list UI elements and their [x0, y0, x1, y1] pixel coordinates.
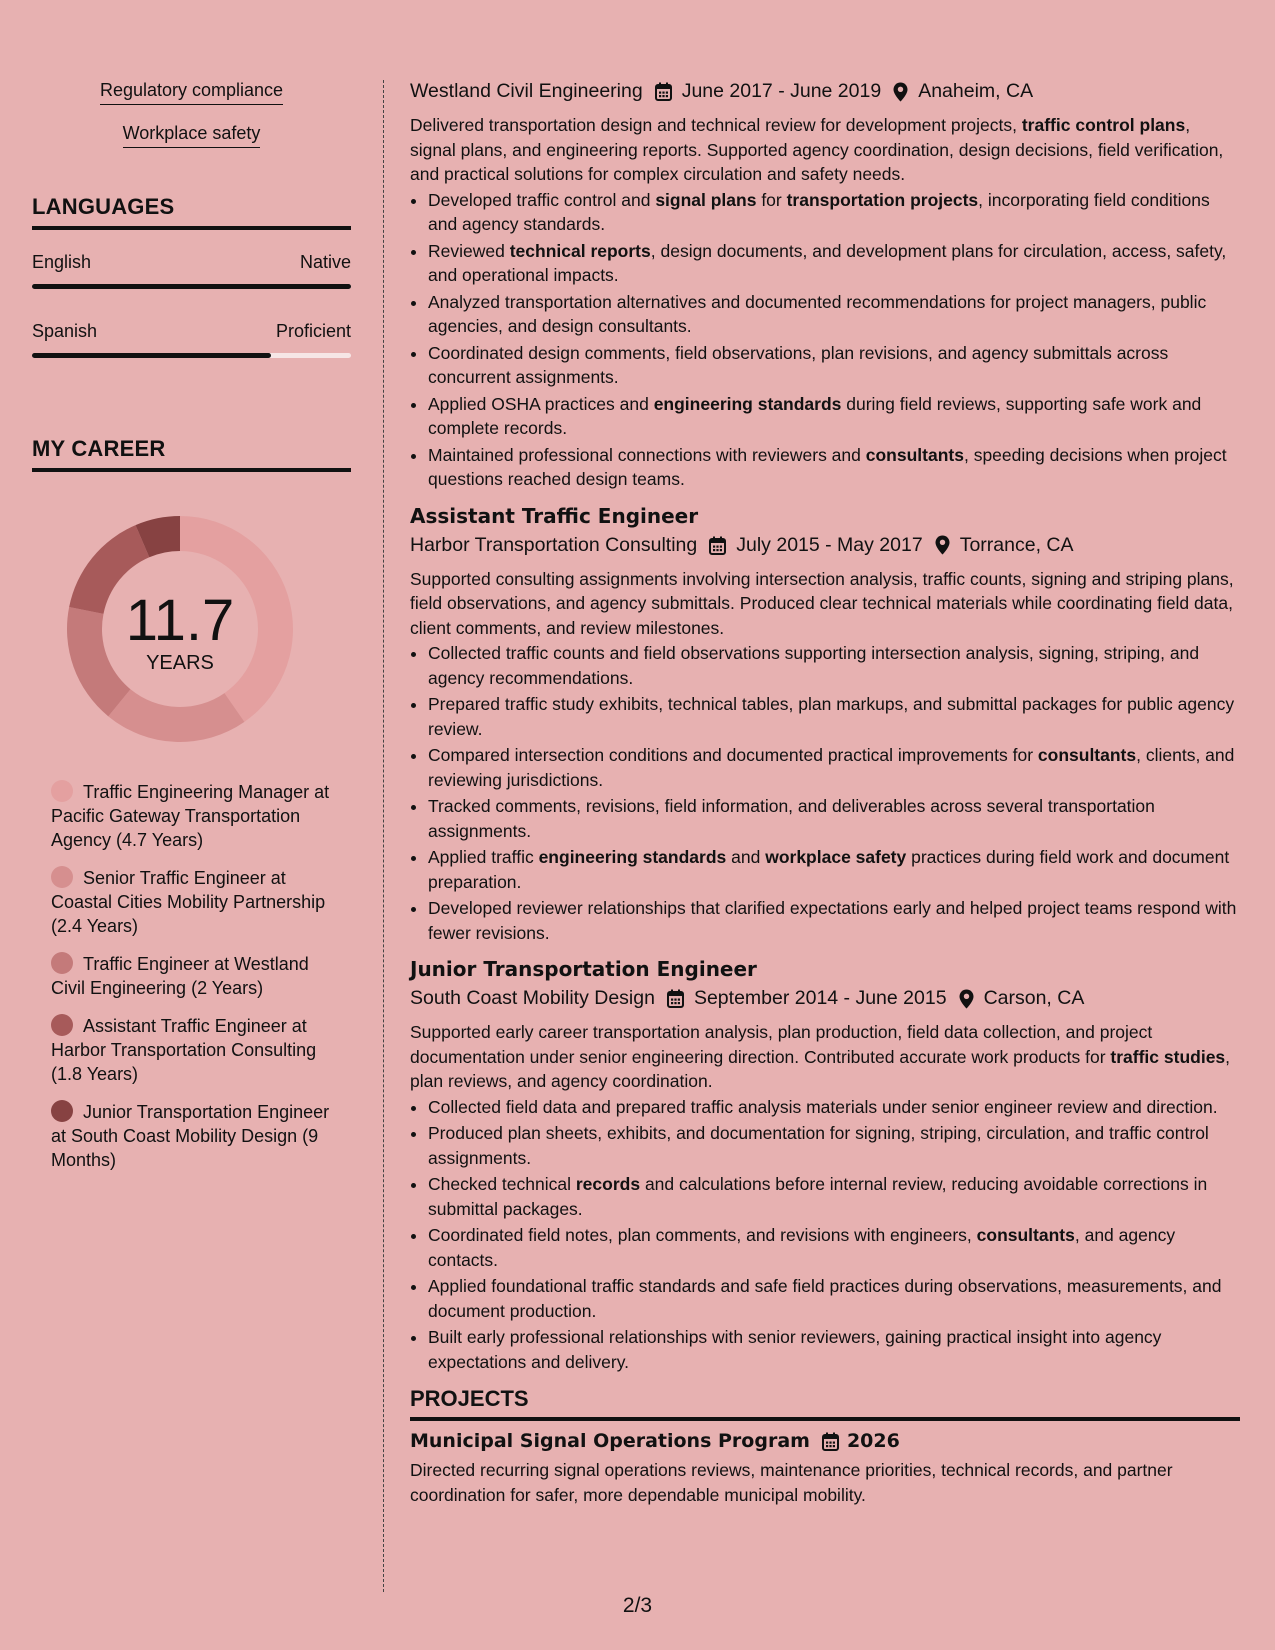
projects-section	[410, 1386, 1240, 1507]
job-dates: September 2014 - June 2015	[693, 987, 947, 1009]
column-divider	[383, 80, 384, 1592]
career-heading: MY CAREER	[32, 436, 351, 472]
career-legend-item	[51, 866, 331, 938]
career-legend-item	[51, 952, 331, 1000]
job-bullet: • Developed traffic control and signal plans for transportation projects, incorporating field conditions and agency standards.	[428, 188, 1240, 237]
language-item	[32, 321, 351, 358]
career-legend-label: Traffic Engineering Manager at Pacific Gateway Transportation Agency (4.7 Years)	[51, 782, 330, 850]
career-legend-label: Junior Transportation Engineer at South Coast Mobility Design (9 Months)	[51, 1102, 330, 1170]
job-company: South Coast Mobility Design	[410, 987, 655, 1009]
job-entry	[410, 957, 1240, 1374]
job-bullet: • Applied foundational traffic standards and safe field practices during observations, measurements, and document production.	[428, 1274, 1240, 1323]
languages-heading: LANGUAGES	[32, 194, 351, 230]
language-proficiency-fill	[32, 353, 271, 358]
projects-heading: PROJECTS	[410, 1386, 1240, 1421]
calendar-icon	[655, 82, 672, 101]
job-company: Harbor Transportation Consulting	[410, 533, 698, 556]
language-name: English	[32, 252, 92, 272]
experience-list	[410, 80, 1240, 1374]
job-bullet: • Analyzed transportation alternatives and documented recommendations for project managers, public agencies, and design consultants.	[428, 290, 1240, 339]
job-bullet: • Tracked comments, revisions, field information, and deliverables across several transportation assignments.	[428, 794, 1240, 843]
language-item	[32, 252, 351, 289]
sidebar	[32, 80, 351, 1186]
project-year: 2026	[846, 1430, 900, 1452]
job-bullet: • Reviewed technical reports, design documents, and development plans for circulation, access, safety, and operational impacts.	[428, 239, 1240, 288]
job-meta	[410, 534, 1240, 557]
language-name: Spanish	[32, 321, 98, 341]
job-bullet: • Produced plan sheets, exhibits, and documentation for signing, striping, circulation, and traffic control assignments.	[428, 1121, 1240, 1170]
job-location: Anaheim, CA	[918, 80, 1034, 102]
calendar-icon	[822, 1432, 839, 1451]
career-legend-label: Traffic Engineer at Westland Civil Engineering (2 Years)	[51, 954, 309, 998]
job-meta	[410, 80, 1240, 103]
career-total-years: 11.7	[125, 588, 235, 653]
career-legend-item	[51, 1014, 331, 1086]
job-dates: June 2017 - June 2019	[681, 80, 882, 102]
skill-tag: Regulatory compliance	[100, 80, 283, 105]
career-donut-chart	[65, 514, 295, 744]
job-title: Junior Transportation Engineer	[410, 957, 757, 981]
career-legend-label: Senior Traffic Engineer at Coastal Cities Mobility Partnership (2.4 Years)	[51, 868, 326, 936]
job-summary: Delivered transportation design and technical review for development projects, traffic control plans, signal plans, and engineering reports. Supported agency coordination, design decisions, field verification, and practical solutions for complex circulation and safety needs.	[410, 115, 1224, 184]
skills-list	[32, 80, 351, 166]
project-title: Municipal Signal Operations Program	[410, 1430, 810, 1452]
legend-dot	[51, 1014, 73, 1036]
career-legend-item	[51, 1100, 331, 1172]
location-pin-icon	[935, 535, 950, 555]
legend-dot	[51, 780, 73, 802]
job-bullet: • Compared intersection conditions and documented practical improvements for consultants, clients, and reviewing jurisdictions.	[428, 743, 1240, 792]
job-bullets	[410, 641, 1240, 945]
career-total	[65, 514, 295, 744]
job-location: Torrance, CA	[959, 533, 1074, 556]
legend-dot	[51, 866, 73, 888]
legend-dot	[51, 1100, 73, 1122]
legend-dot	[51, 952, 73, 974]
job-bullet: • Prepared traffic study exhibits, technical tables, plan markups, and submittal packages for public agency review.	[428, 692, 1240, 741]
job-bullets	[410, 1095, 1240, 1375]
job-title: Assistant Traffic Engineer	[410, 503, 699, 528]
job-dates: July 2015 - May 2017	[736, 533, 923, 556]
language-proficiency-fill	[32, 284, 351, 289]
language-level: Proficient	[275, 321, 351, 341]
main-content	[410, 80, 1240, 1507]
career-legend-label: Assistant Traffic Engineer at Harbor Transportation Consulting (1.8 Years)	[51, 1016, 317, 1084]
job-bullet: • Collected traffic counts and field observations supporting intersection analysis, signing, striping, and agency recommendations.	[428, 641, 1240, 690]
job-bullet: • Applied OSHA practices and engineering standards during field reviews, supporting safe work and complete records.	[428, 392, 1240, 441]
job-bullet: • Applied traffic engineering standards and workplace safety practices during field work and document preparation.	[428, 845, 1240, 894]
language-level: Native	[299, 252, 351, 272]
job-bullets	[410, 188, 1240, 492]
job-company: Westland Civil Engineering	[410, 80, 643, 102]
job-entry	[410, 504, 1240, 946]
job-entry	[410, 80, 1240, 492]
career-total-unit: YEARS	[146, 652, 214, 674]
career-legend-item	[51, 780, 331, 852]
language-proficiency-bar	[32, 353, 351, 358]
job-bullet: • Coordinated design comments, field observations, plan revisions, and agency submittals across concurrent assignments.	[428, 341, 1240, 390]
project-title-row	[410, 1430, 1240, 1452]
job-summary: Supported early career transportation analysis, plan production, field data collection, and project documentation under senior engineering direction. Contributed accurate work products for traffic studies, plan reviews, and agency coordination.	[410, 1022, 1231, 1091]
language-proficiency-bar	[32, 284, 351, 289]
job-bullet: • Built early professional relationships with senior reviewers, gaining practical insight into agency expectations and delivery.	[428, 1325, 1240, 1374]
job-bullet: • Developed reviewer relationships that clarified expectations early and helped project teams respond with fewer revisions.	[428, 896, 1240, 945]
career-legend	[51, 780, 331, 1172]
calendar-icon	[709, 536, 726, 555]
job-summary: Supported consulting assignments involving intersection analysis, traffic counts, signing and striping plans, field observations, and agency submittals. Produced clear technical materials while coordinating field data, client comments, and review milestones.	[410, 568, 1234, 638]
calendar-icon	[667, 989, 684, 1008]
job-bullet: • Checked technical records and calculations before internal review, reducing avoidable corrections in submittal packages.	[428, 1172, 1240, 1221]
job-location: Carson, CA	[983, 987, 1085, 1009]
job-bullet: • Coordinated field notes, plan comments, and revisions with engineers, consultants, and agency contacts.	[428, 1223, 1240, 1272]
location-pin-icon	[893, 82, 908, 102]
page-number: 2/3	[622, 1594, 653, 1617]
job-meta	[410, 987, 1240, 1010]
project-description: Directed recurring signal operations reviews, maintenance priorities, technical records, and partner coordination for safer, more dependable municipal mobility.	[410, 1460, 1173, 1505]
skill-tag: Workplace safety	[123, 123, 261, 148]
job-bullet: • Maintained professional connections with reviewers and consultants, speeding decisions when project questions reached design teams.	[428, 443, 1240, 492]
job-bullet: • Collected field data and prepared traffic analysis materials under senior engineer review and direction.	[428, 1095, 1240, 1120]
location-pin-icon	[959, 989, 974, 1009]
